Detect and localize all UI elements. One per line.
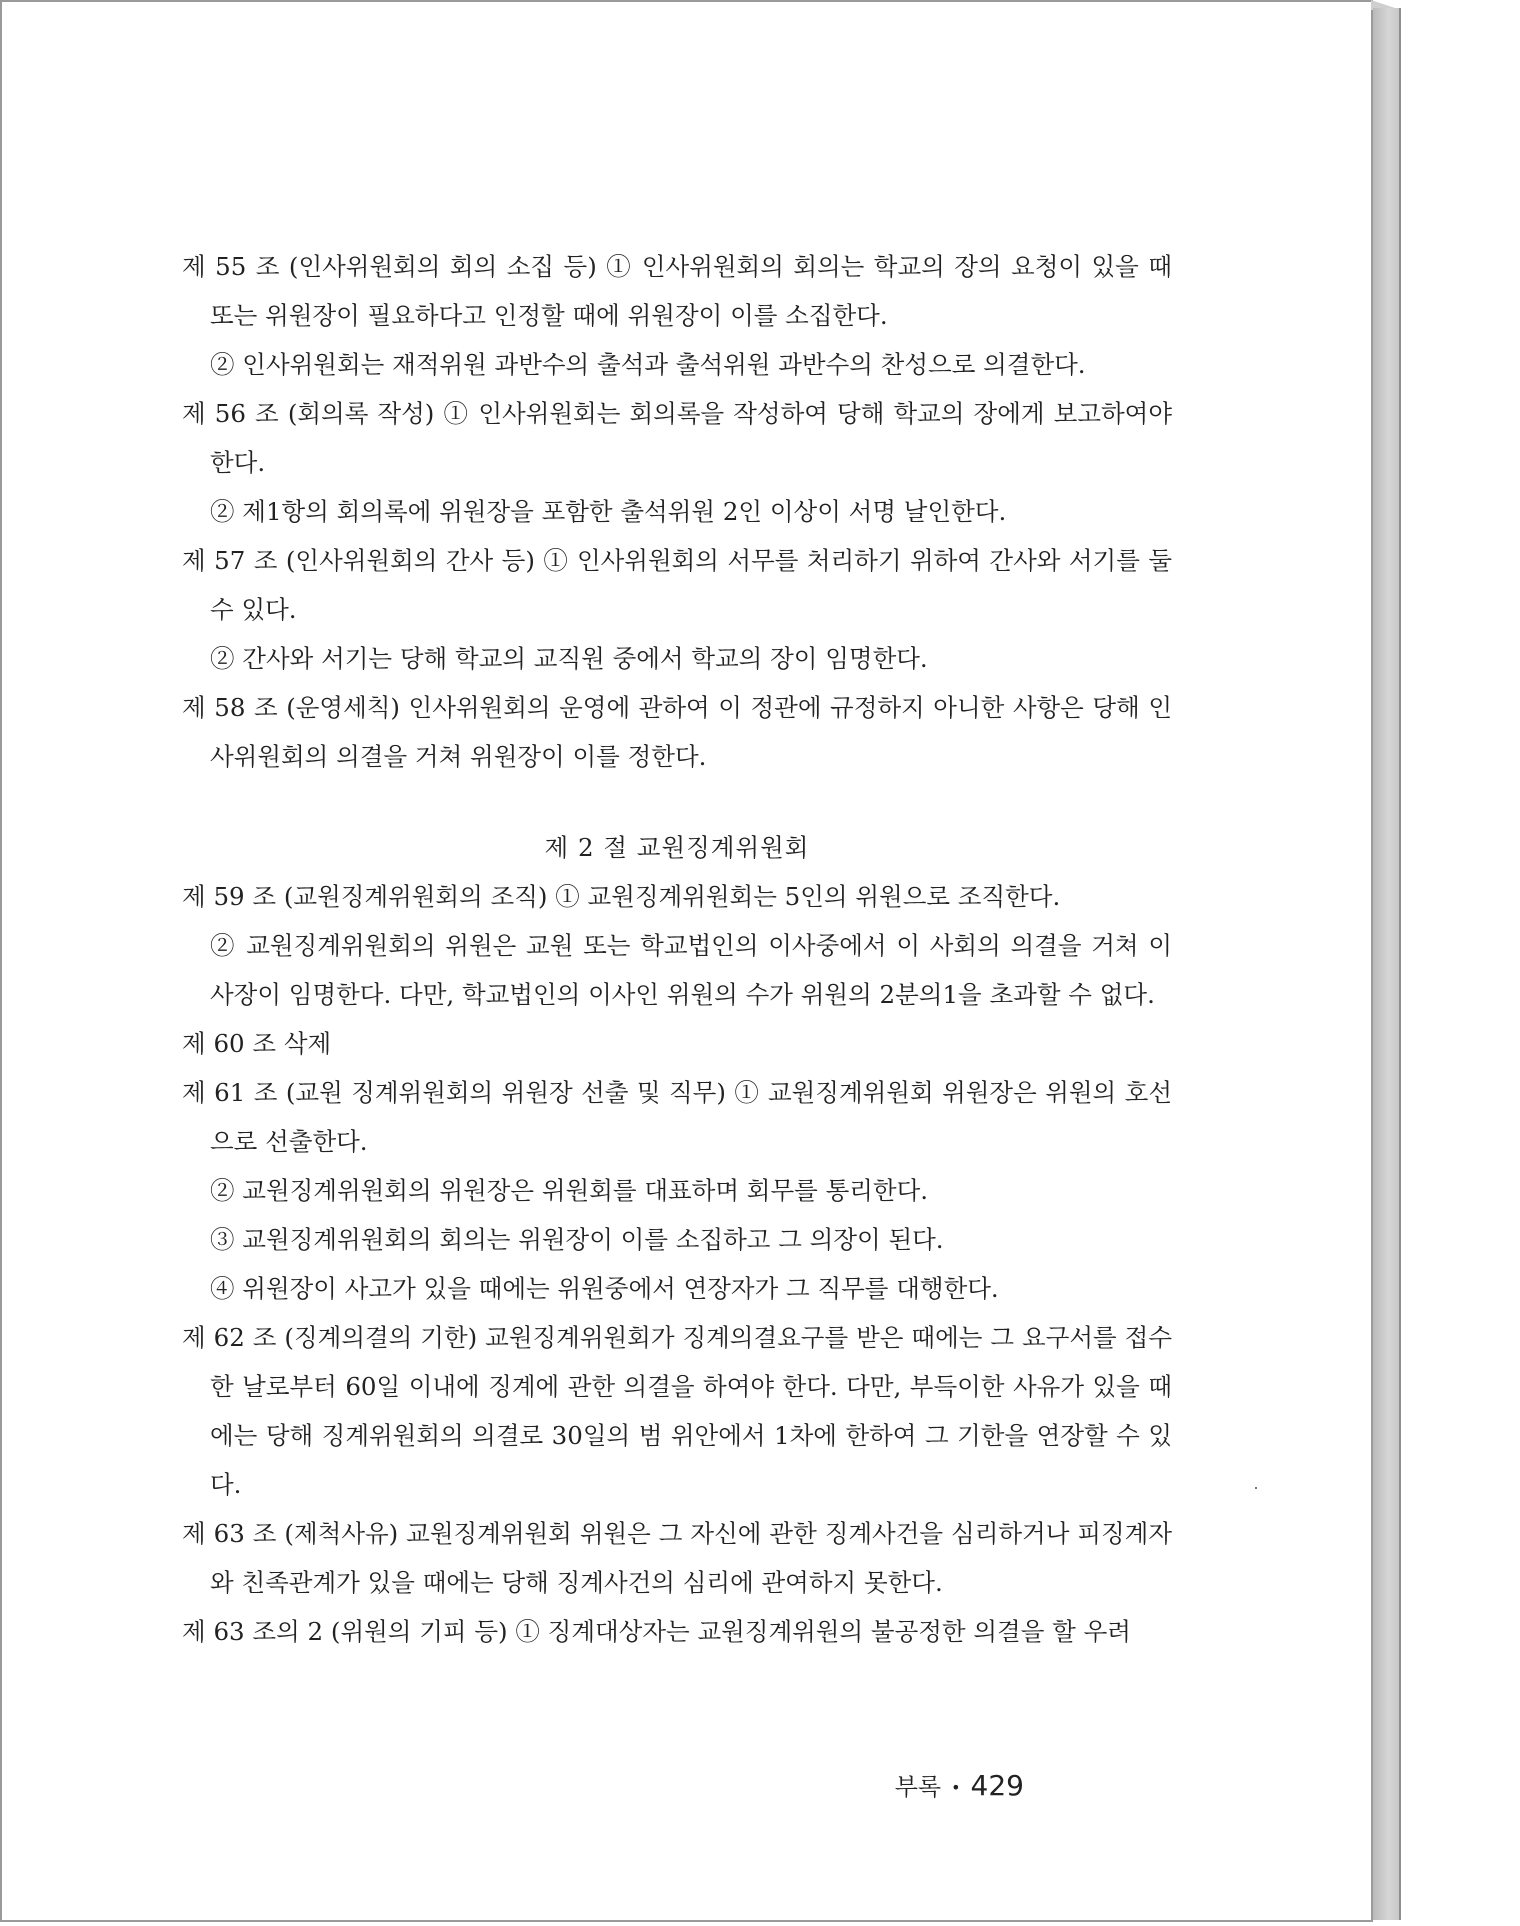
page-footer xyxy=(895,1767,1024,1802)
article-60 xyxy=(182,1019,1172,1068)
article-text: 제 63 조 (제척사유) 교원징계위원회 위원은 그 자신에 관한 징계사건을 심리하거나 피징계자와 친족관계가 있을 때에는 당해 징계사건의 심리에 관여하지 못한다. xyxy=(182,1519,1172,1597)
article-59-clause-2: ② 교원징계위원회의 위원은 교원 또는 학교법인의 이사중에서 이 사회의 의결을 거쳐 이사장이 임명한다. 다만, 학교법인의 이사인 위원의 수가 위원의 2분의1을 초과할 수 없다. xyxy=(210,931,1172,1009)
article-61 xyxy=(182,1068,1172,1166)
article-text: 제 57 조 (인사위원회의 간사 등) ① 인사위원회의 서무를 처리하기 위하여 간사와 서기를 둘 수 있다. xyxy=(182,546,1172,624)
article-text: 제 62 조 (징계의결의 기한) 교원징계위원회가 징계의결요구를 받은 때에는 그 요구서를 접수한 날로부터 60일 이내에 징계에 관한 의결을 하여야 한다. 다만, 부득이한 사유가 있을 때에는 당해 징계위원회의 의결로 30일의 범 위안에서 1차에 한하여 그 기한을 연장할 수 있다. xyxy=(182,1323,1172,1499)
article-text: 제 61 조 (교원 징계위원회의 위원장 선출 및 직무) ① 교원징계위원회 위원장은 위원의 호선으로 선출한다. xyxy=(182,1078,1172,1156)
article-text: 제 63 조의 2 (위원의 기피 등) ① 징계대상자는 교원징계위원의 불공정한 의결을 할 우려 xyxy=(182,1617,1131,1646)
article-text: 제 59 조 (교원징계위원회의 조직) ① 교원징계위원회는 5인의 위원으로 조직한다. xyxy=(182,882,1061,911)
article-61-clause-2: ② 교원징계위원회의 위원장은 위원회를 대표하며 회무를 통리한다. xyxy=(210,1176,929,1205)
article-63-2 xyxy=(182,1607,1172,1656)
article-63 xyxy=(182,1509,1172,1607)
article-57 xyxy=(182,536,1172,634)
article-56-clause-2: ② 제1항의 회의록에 위원장을 포함한 출석위원 2인 이상이 서명 날인한다. xyxy=(210,497,1007,526)
footer-label: 부록 xyxy=(894,1773,942,1801)
article-61-clause-3: ③ 교원징계위원회의 회의는 위원장이 이를 소집하고 그 의장이 된다. xyxy=(210,1225,944,1254)
article-text: 제 60 조 삭제 xyxy=(182,1029,332,1058)
page-number: 429 xyxy=(970,1769,1024,1802)
section-heading: 제 2 절 교원징계위원회 xyxy=(544,833,810,862)
article-59 xyxy=(182,872,1172,921)
page-stack-edge xyxy=(1373,8,1401,1920)
article-text: 제 56 조 (회의록 작성) ① 인사위원회는 회의록을 작성하여 당해 학교의 장에게 보고하여야 한다. xyxy=(182,399,1172,477)
scan-speck xyxy=(1255,1487,1257,1489)
article-61-clause-4: ④ 위원장이 사고가 있을 때에는 위원중에서 연장자가 그 직무를 대행한다. xyxy=(210,1274,999,1303)
article-57-clause-2: ② 간사와 서기는 당해 학교의 교직원 중에서 학교의 장이 임명한다. xyxy=(210,644,928,673)
article-text: 제 55 조 (인사위원회의 회의 소집 등) ① 인사위원회의 회의는 학교의 장의 요청이 있을 때 또는 위원장이 필요하다고 인정할 때에 위원장이 이를 소집한다. xyxy=(182,252,1172,330)
article-55 xyxy=(182,242,1172,340)
article-56 xyxy=(182,389,1172,487)
article-62 xyxy=(182,1313,1172,1509)
body-text xyxy=(182,242,1172,1656)
bullet-separator: • xyxy=(951,1777,961,1797)
article-58 xyxy=(182,683,1172,781)
article-55-clause-2: ② 인사위원회는 재적위원 과반수의 출석과 출석위원 과반수의 찬성으로 의결한다. xyxy=(210,350,1086,379)
article-text: 제 58 조 (운영세칙) 인사위원회의 운영에 관하여 이 정관에 규정하지 아니한 사항은 당해 인사위원회의 의결을 거쳐 위원장이 이를 정한다. xyxy=(182,693,1172,771)
